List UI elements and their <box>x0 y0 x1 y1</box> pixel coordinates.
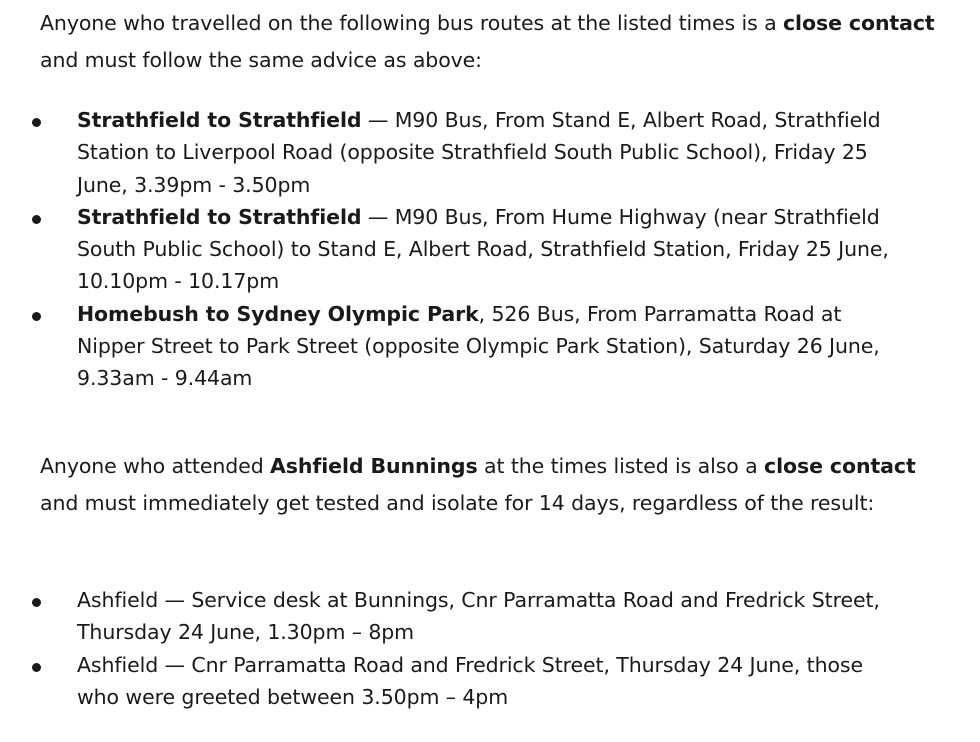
bus-route-details: — M90 Bus, From Hume Highway (near Strathfield South Public School) to Stand E, Albert Road, Strathfield Station, Friday 25 June, 10.10pm - 10.17pm <box>77 204 889 294</box>
bunnings-intro-paragraph <box>40 448 960 522</box>
bunnings-venue-name: Ashfield Bunnings <box>270 454 478 478</box>
bus-route-name: Homebush to Sydney Olympic Park <box>77 301 479 326</box>
bunnings-intro-text-1: Anyone who attended <box>40 454 271 478</box>
bus-intro-text-2: and must follow the same advice as above: <box>40 48 482 72</box>
bus-intro-text-1: Anyone who travelled on the following bus routes at the listed times is a <box>40 11 783 35</box>
bullet-icon <box>32 598 41 607</box>
bus-route-name: Strathfield to Strathfield <box>77 108 362 132</box>
list-item <box>0 649 897 714</box>
bullet-icon <box>32 312 41 321</box>
bus-intro-paragraph <box>40 5 960 79</box>
bus-route-details: — M90 Bus, From Stand E, Albert Road, Strathfield Station to Liverpool Road (opposite Strathfield South Public School), Friday 25 June, 3.39pm - 3.50pm <box>77 108 881 197</box>
list-item <box>0 104 897 201</box>
bunnings-exposure-details: Ashfield — Cnr Parramatta Road and Fredrick Street, Thursday 24 June, those who were greeted between 3.50pm – 4pm <box>77 652 863 709</box>
bunnings-close-contact: close contact <box>764 454 916 478</box>
bunnings-exposure-list <box>0 584 900 713</box>
list-item <box>0 584 897 649</box>
bullet-icon <box>32 215 41 224</box>
bus-intro-close-contact: close contact <box>783 11 935 35</box>
list-item <box>0 201 897 298</box>
bunnings-intro-text-2: at the times listed is also a <box>477 454 765 478</box>
bunnings-exposure-details: Ashfield — Service desk at Bunnings, Cnr Parramatta Road and Fredrick Street, Thursday 24 June, 1.30pm – 8pm <box>77 588 880 645</box>
bullet-icon <box>32 663 41 672</box>
bunnings-intro-text-3: and must immediately get tested and isolate for 14 days, regardless of the result: <box>40 491 875 515</box>
bus-route-details: , 526 Bus, From Parramatta Road at Nipper Street to Park Street (opposite Olympic Park Station), Saturday 26 June, 9.33am - 9.44am <box>77 301 880 391</box>
bus-routes-list <box>0 104 900 395</box>
bullet-icon <box>32 118 41 127</box>
bus-route-name: Strathfield to Strathfield <box>77 204 362 229</box>
list-item <box>0 298 897 395</box>
